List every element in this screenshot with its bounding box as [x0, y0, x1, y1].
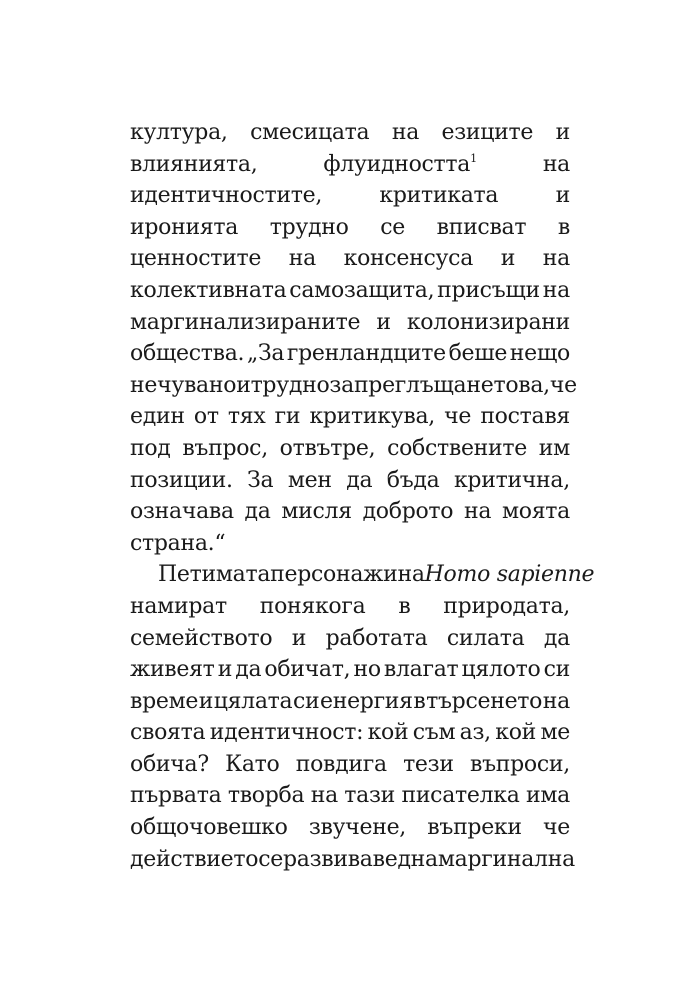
- text-line: време и цялата си енергия в търсенето на: [130, 688, 570, 714]
- text-line: маргинализираните и колонизирани: [130, 309, 570, 335]
- text-line: общества. „За гренландците беше нещо: [130, 341, 570, 367]
- text-line: семейството и работата силата да: [130, 625, 570, 651]
- text-line: колективната самозащита, присъщи на: [130, 277, 570, 303]
- text-line: първата творба на тази писателка има: [130, 783, 570, 809]
- book-title: Homo sapienne: [424, 562, 595, 588]
- text-line: означава да мисля доброто на моята: [130, 499, 570, 525]
- text-line: страна.“: [130, 530, 226, 556]
- text-line: живеят и да обичат, но влагат цялото си: [130, 657, 570, 683]
- text-line: нечувано и трудно за преглъщане това, че: [130, 372, 577, 398]
- text-line: действието се развива в една маргинална: [130, 846, 575, 872]
- text-line: един от тях ги критикува, че поставя: [130, 404, 570, 430]
- text-line: влиянията, флуидността$^1$ на: [130, 149, 570, 181]
- paragraph: [130, 117, 577, 559]
- text-line: иронията трудно се вписват в: [130, 214, 570, 240]
- text-line: Петимата персонажи на Homo sapienne: [130, 559, 570, 591]
- paragraph: [130, 559, 595, 875]
- text-line: позиции. За мен да бъда критична,: [130, 467, 570, 493]
- text-line: под въпрос, отвътре, собствените им: [130, 435, 570, 461]
- text-line: общочовешко звучене, въпреки че: [130, 815, 570, 841]
- book-page-text: [130, 117, 595, 875]
- text-line: идентичностите, критиката и: [130, 183, 570, 209]
- footnote-marker[interactable]: 1: [470, 151, 477, 165]
- text-line: намират понякога в природата,: [130, 593, 570, 619]
- footnote-word: флуидността$^1$: [323, 151, 477, 177]
- text-line: своята идентичност: кой съм аз, кой ме: [130, 720, 570, 746]
- text-line: ценностите на консенсуса и на: [130, 246, 570, 272]
- text-line: обича? Като повдига тези въпроси,: [130, 751, 570, 777]
- text-line: култура, смесицата на езиците и: [130, 120, 570, 145]
